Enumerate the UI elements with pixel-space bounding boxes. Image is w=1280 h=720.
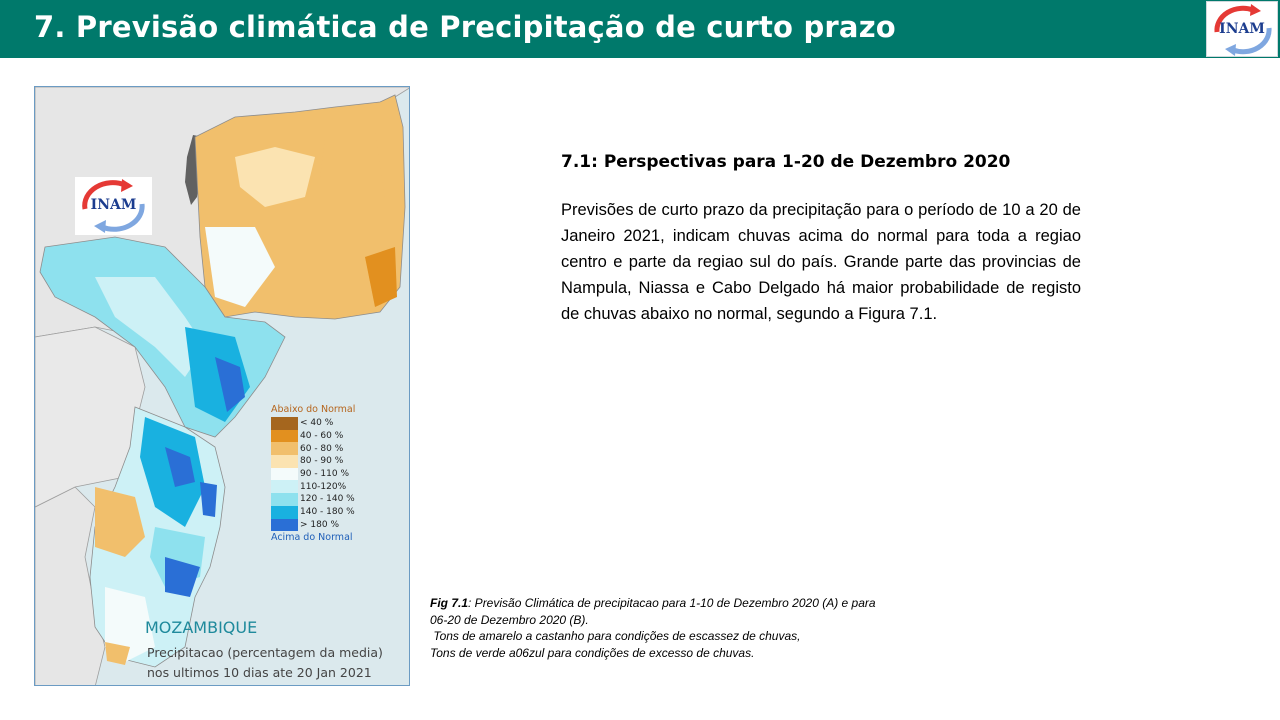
page-title: 7. Previsão climática de Precipitação de curto prazo xyxy=(34,10,896,44)
legend-label: 90 - 110 % xyxy=(300,469,350,480)
map-subtitle-line1: Precipitacao (percentagem da media) xyxy=(147,645,383,660)
legend-row xyxy=(271,506,391,519)
legend-swatch xyxy=(271,442,298,455)
map-country-label: MOZAMBIQUE xyxy=(145,618,258,637)
legend-row xyxy=(271,455,391,468)
legend-label: 110-120% xyxy=(300,481,347,492)
legend-label: 140 - 180 % xyxy=(300,507,355,518)
legend-row xyxy=(271,480,391,493)
caption-line1: : Previsão Climática de precipitacao para 1-10 de Dezembro 2020 (A) e para 06-20 de Dezembro 2020 (B). xyxy=(430,596,876,627)
legend-swatch xyxy=(271,519,298,532)
legend-swatch xyxy=(271,455,298,468)
legend-row xyxy=(271,493,391,506)
legend-row xyxy=(271,417,391,430)
legend-label: < 40 % xyxy=(300,418,334,429)
section-body: Previsões de curto prazo da precipitação para o período de 10 a 20 de Janeiro 2021, indicam chuvas acima do normal para toda a regiao centro e parte da regiao sul do país. Grande parte das provincias de Nampula, Niassa e Cabo Delgado há maior probabilidade de registo de chuvas abaixo no normal, segundo a Figura 7.1. xyxy=(561,201,1081,323)
legend-label: 80 - 90 % xyxy=(300,456,344,467)
inam-logo xyxy=(1206,1,1278,57)
map-subtitle-line2: nos ultimos 10 dias ate 20 Jan 2021 xyxy=(147,665,372,680)
inam-map-logo xyxy=(75,177,152,235)
legend-label: > 180 % xyxy=(300,519,339,530)
legend-title-below-normal: Abaixo do Normal xyxy=(271,404,356,415)
legend-title-above-normal: Acima do Normal xyxy=(271,532,353,544)
caption-line3: Tons de verde a06zul para condições de excesso de chuvas. xyxy=(430,645,755,660)
map-subtitle xyxy=(147,643,383,683)
section-heading: 7.1: Perspectivas para 1-20 de Dezembro 2020 xyxy=(561,152,1011,172)
legend-row xyxy=(271,430,391,443)
legend-items xyxy=(271,417,391,531)
legend-label: 60 - 80 % xyxy=(300,443,344,454)
legend-swatch xyxy=(271,493,298,506)
legend-swatch xyxy=(271,480,298,493)
precipitation-map xyxy=(34,86,410,686)
legend-row xyxy=(271,519,391,532)
inam-logo-text: INAM xyxy=(1219,21,1265,37)
figure-caption xyxy=(430,595,890,661)
caption-line2: Tons de amarelo a castanho para condições de escassez de chuvas, xyxy=(430,629,801,643)
inam-map-logo-text: INAM xyxy=(90,197,137,213)
legend-label: 120 - 140 % xyxy=(300,494,355,505)
legend-row xyxy=(271,468,391,481)
legend-swatch xyxy=(271,468,298,481)
legend-swatch xyxy=(271,430,298,443)
map-legend xyxy=(271,404,391,543)
legend-swatch xyxy=(271,417,298,430)
legend-row xyxy=(271,442,391,455)
legend-swatch xyxy=(271,506,298,519)
title-bar xyxy=(0,0,1280,58)
caption-label: Fig 7.1 xyxy=(430,596,469,610)
legend-label: 40 - 60 % xyxy=(300,431,344,442)
